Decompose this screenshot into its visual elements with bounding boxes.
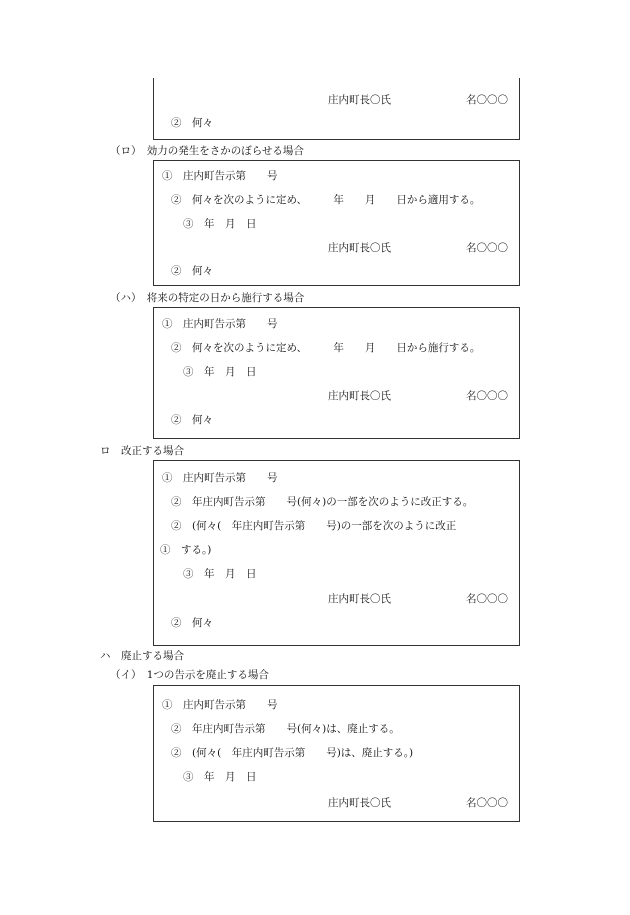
box-line: ② (何々( 年庄内町告示第 号)の一部を次のように改正 (171, 520, 457, 532)
box-line: ③ 年 月 日 (183, 568, 257, 580)
mayor-name: 名〇〇〇 (466, 797, 508, 809)
mayor-signature: 庄内町長〇氏 (328, 390, 391, 402)
section-heading: ロ 改正する場合 (100, 445, 184, 457)
box-line: ② (何々( 年庄内町告示第 号)は、廃止する。) (171, 747, 414, 759)
section-heading: ハ 廃止する場合 (100, 650, 184, 662)
box-line: ① 庄内町告示第 号 (162, 472, 278, 484)
mayor-signature: 庄内町長〇氏 (328, 94, 391, 106)
notice-box-top (153, 78, 520, 140)
box-line: ② 何々を次のように定め、 年 月 日から施行する。 (171, 342, 481, 354)
box-line: ② 何々 (171, 414, 213, 426)
mayor-name: 名〇〇〇 (466, 94, 508, 106)
mayor-name: 名〇〇〇 (466, 390, 508, 402)
box-line: ③ 年 月 日 (183, 366, 257, 378)
box-line: ② 何々を次のように定め、 年 月 日から適用する。 (171, 194, 481, 206)
box-line: ② 何々 (171, 265, 213, 277)
box-line: ① 庄内町告示第 号 (162, 170, 278, 182)
mayor-name: 名〇〇〇 (466, 242, 508, 254)
mayor-signature: 庄内町長〇氏 (328, 242, 391, 254)
section-heading: （ロ） 効力の発生をさかのぼらせる場合 (110, 145, 304, 157)
box-line: ① 庄内町告示第 号 (162, 699, 278, 711)
mayor-name: 名〇〇〇 (466, 593, 508, 605)
box-line: ② 年庄内町告示第 号(何々)の一部を次のように改正する。 (171, 496, 474, 508)
box-line: ② 何々 (171, 117, 213, 129)
mayor-signature: 庄内町長〇氏 (328, 593, 391, 605)
box-line: ③ 年 月 日 (183, 218, 257, 230)
box-line: ① 庄内町告示第 号 (162, 318, 278, 330)
section-heading: （ハ） 将来の特定の日から施行する場合 (110, 292, 305, 304)
box-line: ② 何々 (171, 617, 213, 629)
box-line: ① する。) (160, 544, 212, 556)
box-line: ② 年庄内町告示第 号(何々)は、廃止する。 (171, 723, 400, 735)
mayor-signature: 庄内町長〇氏 (328, 797, 391, 809)
section-subheading: （イ） 1つの告示を廃止する場合 (110, 669, 269, 681)
box-line: ③ 年 月 日 (183, 771, 257, 783)
